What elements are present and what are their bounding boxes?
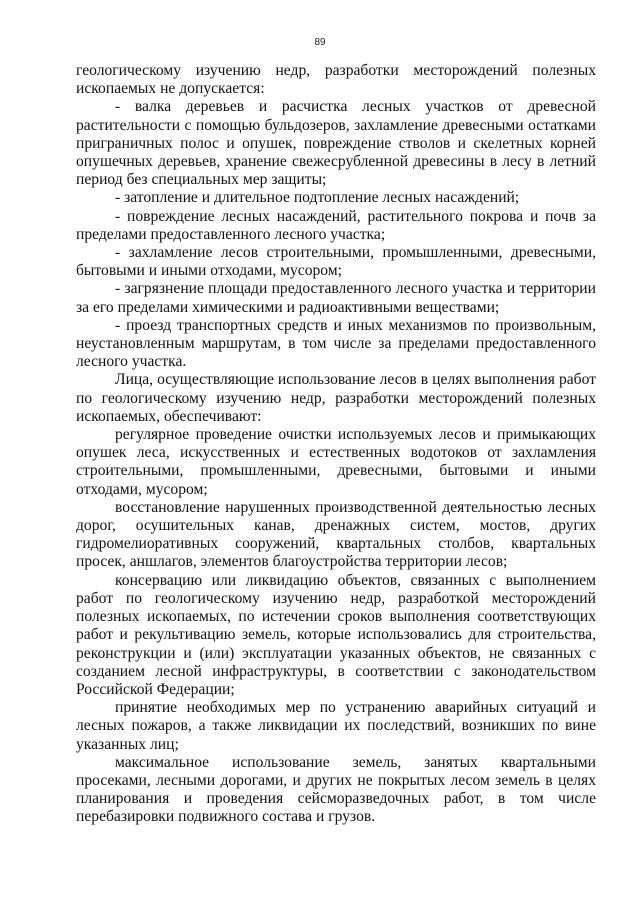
obligation-conservation: консервацию или ликвидацию объектов, связанных с выполнением работ по геологическому изучению недр, разработкой месторождений полезных ископаемых, по истечении сроков выполнения соответствующих работ и рекультивацию земель, которые использовались для строительства, реконструкции и (или) эксплуатации указанных объектов, не связанных с созданием лесной инфраструктуры, в соответствии с законодательством Российской Федерации; [76, 571, 596, 698]
obligation-restoration: восстановление нарушенных производственной деятельностью лесных дорог, осушительных канав, дренажных систем, мостов, других гидромелиоративных сооружений, квартальных столбов, квартальных просек, аншлагов, элементов благоустройства территории лесов; [76, 498, 596, 571]
paragraph-obligations-intro: Лица, осуществляющие использование лесов в целях выполнения работ по геологическому изучению недр, разработки месторождений полезных ископаемых, обеспечивают: [76, 371, 596, 425]
obligation-emergency-measures: принятие необходимых мер по устранению аварийных ситуаций и лесных пожаров, а также ликвидации их последствий, возникших по вине указанных лиц; [76, 699, 596, 753]
list-item-vegetation-damage: - повреждение лесных насаждений, растительного покрова и почв за пределами предоставленного лесного участка; [76, 207, 596, 243]
list-item-tree-felling: - валка деревьев и расчистка лесных участков от древесной растительности с помощью бульдозеров, захламление древесными остатками приграничных полос и опушек, повреждение стволов и скелетных корней опушечных деревьев, хранение свежесрубленной древесины в лесу в летний период без специальных мер защиты; [76, 98, 596, 189]
list-item-flooding: - затопление и длительное подтопление лесных насаждений; [115, 189, 520, 207]
page-number: 89 [314, 37, 326, 48]
list-item-contamination: - загрязнение площади предоставленного лесного участка и территории за его пределами химическими и радиоактивными веществами; [76, 280, 596, 316]
list-item-waste-littering: - захламление лесов строительными, промышленными, древесными, бытовыми и иными отходами, мусором; [76, 244, 596, 280]
obligation-cleaning: регулярное проведение очистки используемых лесов и примыкающих опушек леса, искусственных и естественных водотоков от захламления строительными, промышленными, древесными, бытовыми и иными отходами, мусором; [76, 426, 596, 498]
paragraph-continuation: геологическому изучению недр, разработки месторождений полезных ископаемых не допускается: [76, 62, 596, 98]
document-body [76, 62, 596, 827]
obligation-land-use: максимальное использование земель, занятых квартальными просеками, лесными дорогами, и других не покрытых лесом земель в целях планирования и проведения сейсморазведочных работ, в том числе перебазировки подвижного состава и грузов. [76, 753, 596, 826]
list-item-vehicle-passage: - проезд транспортных средств и иных механизмов по произвольным, неустановленным маршрутам, в том числе за пределами предоставленного лесного участка. [76, 316, 596, 371]
